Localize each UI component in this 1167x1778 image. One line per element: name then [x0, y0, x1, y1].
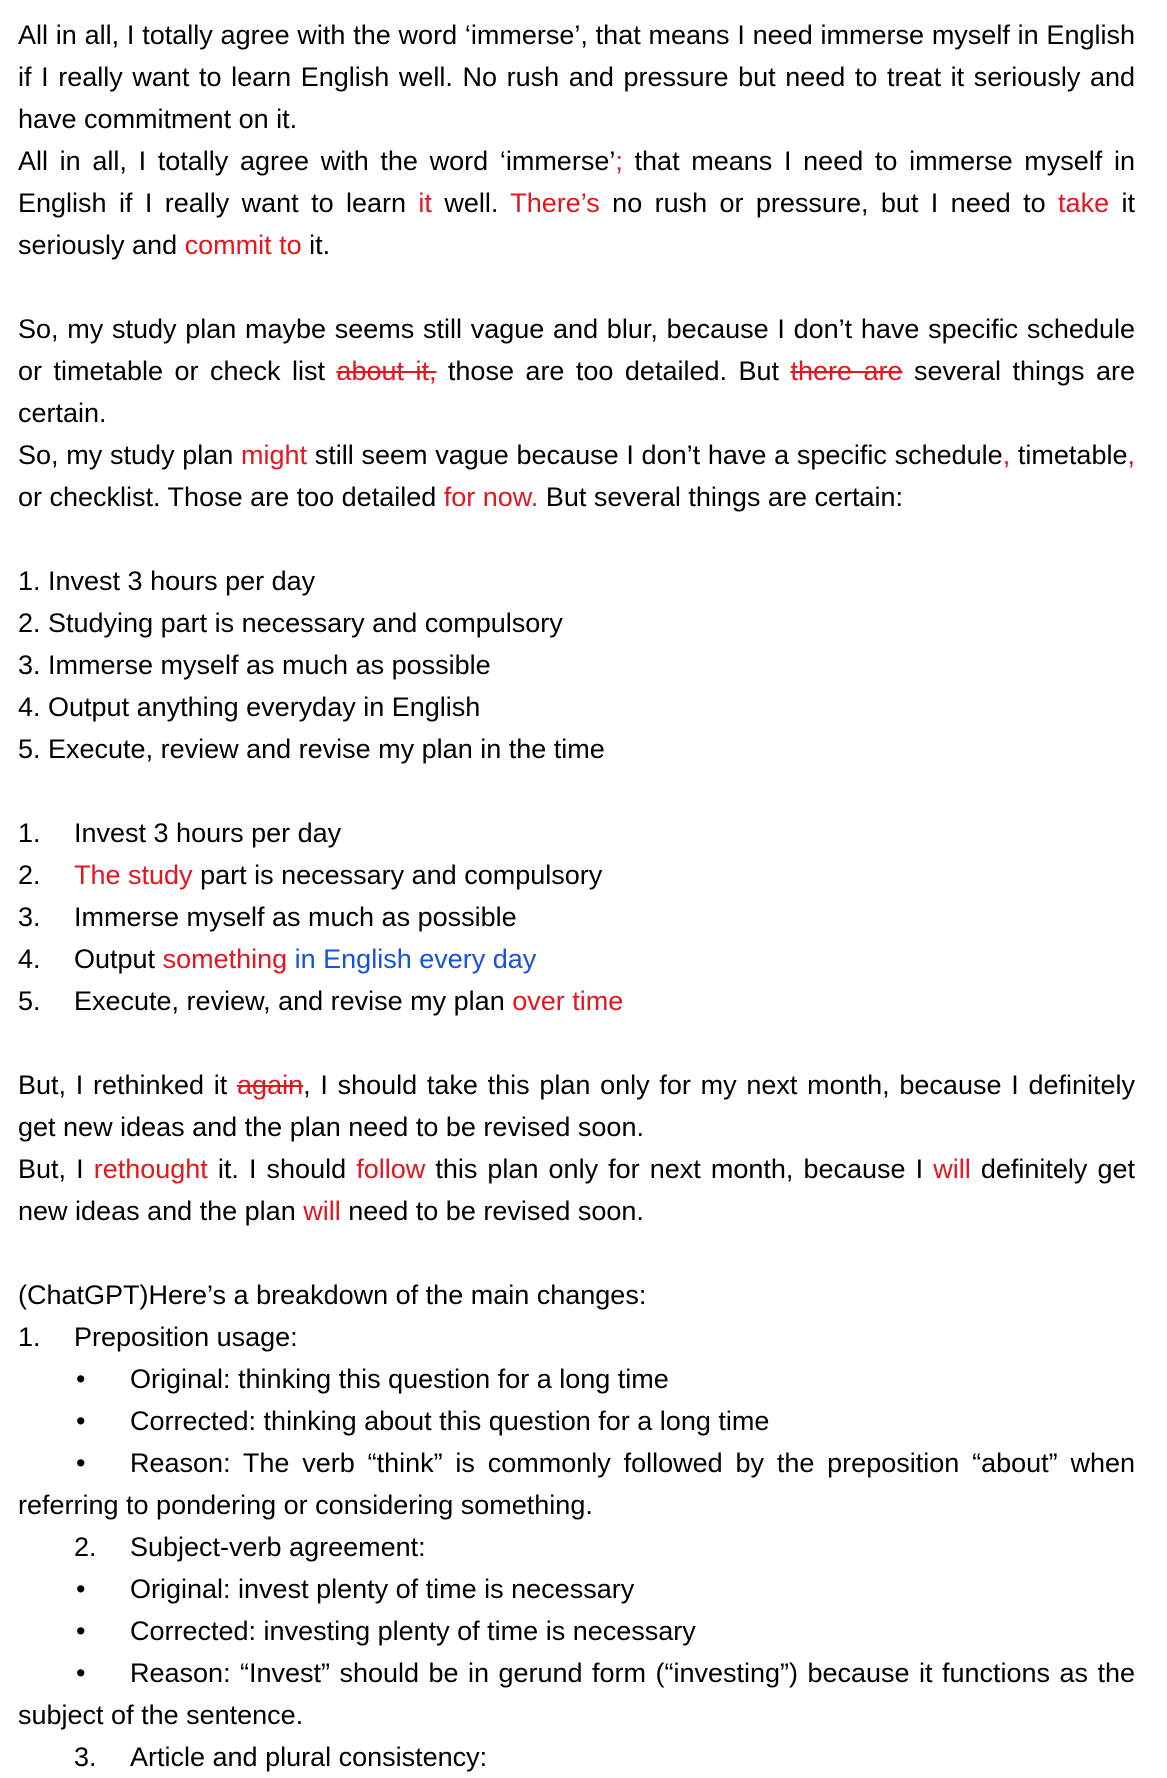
bullet-text: Corrected: thinking about this question for a long time [130, 1406, 770, 1436]
text-run: that means I need to immerse myself in English if I really want to learn [18, 146, 1135, 218]
text-run: timetable [1010, 440, 1128, 470]
list-item [18, 854, 1135, 896]
list-item-text: Output [74, 944, 163, 974]
bullet-item [18, 1358, 1135, 1400]
list-item-text: 2. Studying part is necessary and compulsory [18, 608, 563, 638]
correction-text: might [241, 440, 308, 470]
bullet-item [18, 1652, 1135, 1736]
text-run: need to be revised soon. [340, 1196, 644, 1226]
correction-text: ; [615, 146, 623, 176]
text-run: definitely get new ideas and the plan [18, 1154, 1135, 1226]
text-run: , I should take this plan only for my next month, because I definitely get new ideas and the plan need to be revised soon. [18, 1070, 1136, 1142]
correction-text: , [1127, 440, 1135, 470]
list-original [18, 560, 1135, 770]
text-run: no rush or pressure, but I need to [599, 188, 1059, 218]
list-number: 2. [74, 1532, 97, 1562]
document-body [18, 14, 1135, 1778]
bullet-text: Original: invest plenty of time is necessary [130, 1574, 635, 1604]
list-item [18, 938, 1135, 980]
bullet-icon: • [76, 1448, 86, 1478]
spacer [18, 1232, 1135, 1274]
correction-text: will [933, 1154, 971, 1184]
breakdown-item-title: Preposition usage: [74, 1322, 298, 1352]
correction-text: over time [512, 986, 624, 1016]
list-number: 3. [18, 902, 41, 932]
text-run: this plan only for next month, because I [425, 1154, 934, 1184]
bullet-item [18, 1400, 1135, 1442]
paragraph-2-original [18, 308, 1135, 434]
bullet-text: Reason: The verb “think” is commonly followed by the preposition “about” when referring to pondering or considering something. [18, 1448, 1135, 1520]
text-run: or checklist. Those are too detailed [18, 482, 444, 512]
text-run: it seriously and [18, 188, 1135, 260]
paragraph-1-original: All in all, I totally agree with the word ‘immerse’, that means I need immerse myself in English if I really want to learn English well. No rush and pressure but need to treat it seriously and have commitment on it. [18, 20, 1135, 134]
text-run: But, I [18, 1154, 94, 1184]
list-number: 3. [74, 1742, 97, 1772]
list-item [18, 980, 1135, 1022]
list-corrected [18, 812, 1135, 1022]
correction-text: There’s [510, 188, 600, 218]
paragraph-3-corrected [18, 1148, 1135, 1232]
list-item-text: Invest 3 hours per day [74, 818, 342, 848]
list-item [18, 560, 1135, 602]
bullet-text: Corrected: investing plenty of time is necessary [130, 1616, 696, 1646]
list-item-text: 1. Invest 3 hours per day [18, 566, 316, 596]
text-run: All in all, I totally agree with the word ‘immerse’ [18, 146, 616, 176]
breakdown-intro-text: (ChatGPT)Here’s a breakdown of the main changes: [18, 1280, 647, 1310]
deleted-text: there are [790, 356, 903, 386]
bullet-text: Original: thinking this question for a long time [130, 1364, 669, 1394]
list-item [18, 644, 1135, 686]
correction-text: it [418, 188, 432, 218]
correction-text: will [303, 1196, 341, 1226]
bullet-icon: • [76, 1574, 86, 1604]
spacer [18, 770, 1135, 812]
correction-text: rethought [93, 1154, 208, 1184]
list-item [18, 812, 1135, 854]
list-item-text: 5. Execute, review and revise my plan in the time [18, 734, 605, 764]
spacer [18, 266, 1135, 308]
correction-text: something [162, 944, 288, 974]
paragraph-2-corrected [18, 434, 1135, 518]
alt-correction-text: in English every day [287, 944, 537, 974]
list-item [18, 728, 1135, 770]
bullet-item [18, 1442, 1135, 1526]
bullet-item [18, 1568, 1135, 1610]
paragraph-3-original [18, 1064, 1135, 1148]
list-number: 5. [18, 986, 41, 1016]
list-item-text: 3. Immerse myself as much as possible [18, 650, 491, 680]
list-item-text: part is necessary and compulsory [192, 860, 603, 890]
list-number: 1. [18, 818, 41, 848]
breakdown-item-title: Article and plural consistency: [130, 1742, 488, 1772]
text-run: it. I should [207, 1154, 357, 1184]
list-item-text: Immerse myself as much as possible [74, 902, 517, 932]
correction-text: for now. [443, 482, 539, 512]
spacer [18, 1022, 1135, 1064]
breakdown-item [18, 1526, 1135, 1568]
text-run: So, my study plan maybe seems still vague and blur, because I don’t have specific schedule or timetable or check list [18, 314, 1135, 386]
correction-text: The study [74, 860, 193, 890]
breakdown-section [18, 1274, 1135, 1778]
list-number: 2. [18, 860, 41, 890]
bullet-icon: • [76, 1364, 86, 1394]
list-number: 4. [18, 944, 41, 974]
breakdown-item-title: Subject-verb agreement: [130, 1532, 426, 1562]
bullet-icon: • [76, 1616, 86, 1646]
bullet-icon: • [76, 1406, 86, 1436]
spacer [18, 518, 1135, 560]
bullet-text: Reason: “Invest” should be in gerund form (“investing”) because it functions as the subject of the sentence. [18, 1658, 1135, 1730]
list-item [18, 686, 1135, 728]
text-run: But several things are certain: [538, 482, 903, 512]
text-run: well. [431, 188, 511, 218]
deleted-text: about it, [336, 356, 437, 386]
text-run: So, my study plan [18, 440, 241, 470]
list-item [18, 602, 1135, 644]
list-item-text: Execute, review, and revise my plan [74, 986, 513, 1016]
correction-text: commit to [184, 230, 302, 260]
list-number: 1. [18, 1322, 41, 1352]
correction-text: follow [356, 1154, 426, 1184]
text-run: still seem vague because I don’t have a specific schedule [307, 440, 1003, 470]
list-item-text: 4. Output anything everyday in English [18, 692, 481, 722]
bullet-item [18, 1610, 1135, 1652]
correction-text: take [1058, 188, 1110, 218]
bullet-icon: • [76, 1658, 86, 1688]
text-run: several things are certain. [18, 356, 1135, 428]
breakdown-intro [18, 1274, 1135, 1316]
text-run: those are too detailed. But [436, 356, 791, 386]
breakdown-item [18, 1316, 1135, 1358]
correction-text: , [1002, 440, 1011, 470]
text-run: But, I rethinked it [18, 1070, 238, 1100]
list-item [18, 896, 1135, 938]
paragraph-1-corrected [18, 140, 1135, 266]
breakdown-item [18, 1736, 1135, 1778]
text-run: it. [301, 230, 331, 260]
deleted-text: again [237, 1070, 304, 1100]
